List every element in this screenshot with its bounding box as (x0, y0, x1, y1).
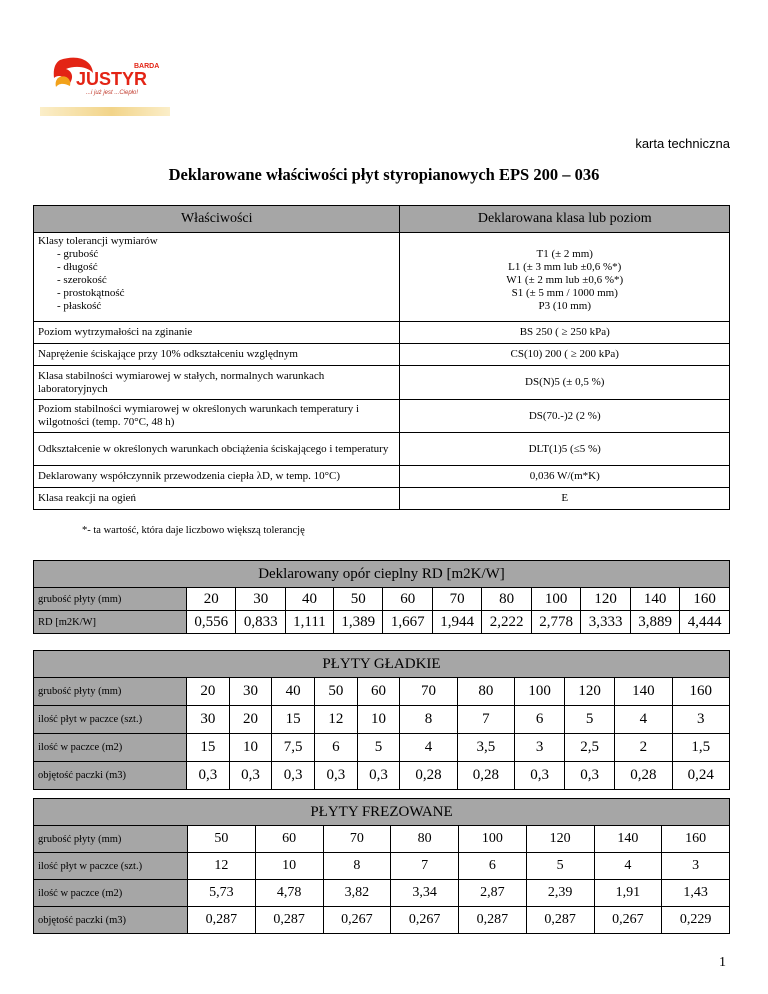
row-label: objętość paczki (m3) (34, 762, 187, 790)
table-cell: 3,333 (581, 611, 630, 634)
table-cell: 2,222 (482, 611, 531, 634)
property-name: Deklarowany współczynnik przewodzenia ciepła λD, w temp. 10°C) (34, 466, 400, 488)
table-row (34, 466, 730, 488)
tolerance-value: S1 (± 5 mm / 1000 mm) (511, 287, 618, 299)
table-row (34, 344, 730, 366)
table-row (34, 734, 730, 762)
table-cell: 5 (357, 734, 400, 762)
logo-brand-main: JUSTYR (76, 69, 148, 89)
col-header-declared-class: Deklarowana klasa lub poziom (400, 206, 730, 233)
table-cell: 140 (594, 826, 662, 853)
col-header-properties: Właściwości (34, 206, 400, 233)
table-cell: 2,778 (531, 611, 580, 634)
table-cell: 60 (357, 678, 400, 706)
table-row (34, 322, 730, 344)
table-cell: 6 (315, 734, 358, 762)
table-cell: 12 (188, 853, 256, 880)
table-row (34, 233, 730, 322)
table-cell: 20 (187, 588, 236, 611)
row-label: grubość płyty (mm) (34, 826, 188, 853)
tolerance-value: L1 (± 3 mm lub ±0,6 %*) (508, 261, 622, 273)
table-cell: 1,667 (383, 611, 432, 634)
table-row (34, 433, 730, 466)
table-cell: 80 (482, 588, 531, 611)
table-cell: 100 (459, 826, 527, 853)
property-name: Poziom stabilności wymiarowej w określonych warunkach temperatury i wilgotności (temp. 70°C, 48 h) (34, 400, 400, 433)
table-cell: 0,833 (236, 611, 285, 634)
smooth-boards-table (33, 650, 730, 790)
table-cell: 2,5 (565, 734, 615, 762)
table-cell: 7 (457, 706, 514, 734)
table-cell: 1,111 (285, 611, 333, 634)
table-row (34, 488, 730, 510)
property-name: Naprężenie ściskające przy 10% odkształceniu względnym (34, 344, 400, 366)
table-cell: 10 (255, 853, 323, 880)
property-value: CS(10) 200 ( ≥ 200 kPa) (400, 344, 730, 366)
property-name: Klasa reakcji na ogień (34, 488, 400, 510)
table-cell: 1,389 (333, 611, 382, 634)
table-cell: 30 (229, 678, 272, 706)
table-cell: 70 (323, 826, 391, 853)
table-cell: 160 (672, 678, 729, 706)
table-cell: 1,944 (432, 611, 481, 634)
table-cell: 50 (188, 826, 256, 853)
table-cell: 0,556 (187, 611, 236, 634)
page-title: Deklarowane właściwości płyt styropianowych EPS 200 – 036 (168, 165, 600, 184)
table-row (34, 762, 730, 790)
table-cell: 15 (272, 706, 315, 734)
table-cell: 0,229 (662, 907, 730, 934)
row-label: objętość paczki (m3) (34, 907, 188, 934)
property-value: DS(N)5 (± 0,5 %) (400, 366, 730, 400)
table-cell: 50 (333, 588, 382, 611)
table-cell: 140 (615, 678, 672, 706)
table-cell: 70 (432, 588, 481, 611)
table-cell: 70 (400, 678, 457, 706)
logo-brand-top: BARDA (134, 63, 160, 70)
table-cell: 7 (391, 853, 459, 880)
table-cell: 0,287 (188, 907, 256, 934)
table-row (34, 400, 730, 433)
table-cell: 80 (457, 678, 514, 706)
table-cell: 4 (594, 853, 662, 880)
table-cell: 4,444 (680, 611, 730, 634)
table-cell: 0,287 (526, 907, 594, 934)
table-cell: 0,28 (615, 762, 672, 790)
table-cell: 10 (357, 706, 400, 734)
table-cell: 2,39 (526, 880, 594, 907)
tolerance-value: W1 (± 2 mm lub ±0,6 %*) (506, 274, 624, 286)
table-cell: 1,43 (662, 880, 730, 907)
resistance-title-row (34, 561, 730, 588)
milled-title-row (34, 799, 730, 826)
table-cell: 1,5 (672, 734, 729, 762)
table-cell: 15 (187, 734, 230, 762)
table-cell: 80 (391, 826, 459, 853)
table-row (34, 366, 730, 400)
table-cell: 0,3 (515, 762, 565, 790)
table-cell: 3,82 (323, 880, 391, 907)
table-row (34, 853, 730, 880)
tolerance-value: P3 (10 mm) (538, 300, 592, 312)
doc-type-label: karta techniczna (635, 136, 730, 151)
table-row (34, 588, 730, 611)
table-cell: 0,267 (391, 907, 459, 934)
table-cell: 100 (515, 678, 565, 706)
row-label: grubość płyty (mm) (34, 678, 187, 706)
table-cell: 40 (285, 588, 333, 611)
table-cell: 20 (229, 706, 272, 734)
table-cell: 3,34 (391, 880, 459, 907)
table-cell: 0,3 (315, 762, 358, 790)
table-cell: 50 (315, 678, 358, 706)
table-cell: 3 (672, 706, 729, 734)
table-row (34, 826, 730, 853)
table-cell: 160 (680, 588, 730, 611)
row-label: RD [m2K/W] (34, 611, 187, 634)
table-cell: 30 (236, 588, 285, 611)
table-cell: 100 (531, 588, 580, 611)
table-cell: 0,28 (457, 762, 514, 790)
properties-header-row (34, 206, 730, 233)
table-cell: 12 (315, 706, 358, 734)
milled-boards-table (33, 798, 730, 934)
table-cell: 2 (615, 734, 672, 762)
row-label: grubość płyty (mm) (34, 588, 187, 611)
table-row (34, 678, 730, 706)
smooth-title: PŁYTY GŁADKIE (34, 651, 730, 678)
property-value: DLT(1)5 (≤5 %) (400, 433, 730, 466)
milled-title: PŁYTY FREZOWANE (34, 799, 730, 826)
tolerance-values-cell (400, 233, 730, 322)
table-row (34, 907, 730, 934)
property-name: Odkształcenie w określonych warunkach obciążenia ściskającego i temperatury (34, 433, 400, 466)
property-value: E (400, 488, 730, 510)
table-cell: 0,267 (323, 907, 391, 934)
table-cell: 0,3 (272, 762, 315, 790)
table-cell: 4 (400, 734, 457, 762)
company-logo (52, 56, 162, 98)
table-cell: 3,889 (630, 611, 679, 634)
row-label: ilość płyt w paczce (szt.) (34, 853, 188, 880)
table-cell: 0,24 (672, 762, 729, 790)
table-cell: 0,287 (255, 907, 323, 934)
row-label: ilość w paczce (m2) (34, 734, 187, 762)
header-decor-bar (40, 107, 170, 116)
tolerance-item: - szerokość (57, 274, 107, 286)
table-cell: 3,5 (457, 734, 514, 762)
table-cell: 140 (630, 588, 679, 611)
property-name: Klasa stabilności wymiarowej w stałych, normalnych warunkach laboratoryjnych (34, 366, 400, 400)
table-cell: 2,87 (459, 880, 527, 907)
property-value: 0,036 W/(m*K) (400, 466, 730, 488)
table-cell: 8 (323, 853, 391, 880)
property-name: Poziom wytrzymałości na zginanie (34, 322, 400, 344)
table-cell: 3 (515, 734, 565, 762)
table-row (34, 706, 730, 734)
property-value: DS(70.-)2 (2 %) (400, 400, 730, 433)
table-cell: 160 (662, 826, 730, 853)
table-cell: 120 (565, 678, 615, 706)
table-cell: 0,3 (229, 762, 272, 790)
table-cell: 60 (255, 826, 323, 853)
table-cell: 4,78 (255, 880, 323, 907)
table-cell: 30 (187, 706, 230, 734)
table-cell: 120 (526, 826, 594, 853)
table-cell: 0,287 (459, 907, 527, 934)
table-cell: 8 (400, 706, 457, 734)
smooth-title-row (34, 651, 730, 678)
tolerance-item: - grubość (57, 248, 99, 260)
tolerance-label: Klasy tolerancji wymiarów (38, 235, 158, 247)
thermal-resistance-table (33, 560, 730, 634)
properties-table (33, 205, 730, 510)
table-cell: 6 (515, 706, 565, 734)
tolerance-footnote: *- ta wartość, która daje liczbowo większą tolerancję (82, 525, 305, 536)
table-cell: 20 (187, 678, 230, 706)
table-cell: 60 (383, 588, 432, 611)
table-cell: 0,267 (594, 907, 662, 934)
table-cell: 40 (272, 678, 315, 706)
resistance-title: Deklarowany opór cieplny RD [m2K/W] (34, 561, 730, 588)
table-cell: 0,3 (187, 762, 230, 790)
page-number: 1 (719, 955, 726, 970)
tolerance-item: - prostokątność (57, 287, 125, 299)
row-label: ilość w paczce (m2) (34, 880, 188, 907)
table-cell: 0,28 (400, 762, 457, 790)
logo-tagline: ...i już jest ...Ciepło! (86, 90, 139, 96)
table-cell: 1,91 (594, 880, 662, 907)
table-row (34, 611, 730, 634)
table-cell: 120 (581, 588, 630, 611)
row-label: ilość płyt w paczce (szt.) (34, 706, 187, 734)
table-cell: 3 (662, 853, 730, 880)
table-cell: 5 (565, 706, 615, 734)
table-cell: 10 (229, 734, 272, 762)
table-cell: 4 (615, 706, 672, 734)
table-cell: 5,73 (188, 880, 256, 907)
tolerance-value: T1 (± 2 mm) (536, 248, 593, 260)
table-cell: 7,5 (272, 734, 315, 762)
table-cell: 6 (459, 853, 527, 880)
property-value: BS 250 ( ≥ 250 kPa) (400, 322, 730, 344)
table-cell: 5 (526, 853, 594, 880)
table-cell: 0,3 (357, 762, 400, 790)
tolerance-item: - długość (57, 261, 98, 273)
table-cell: 0,3 (565, 762, 615, 790)
tolerance-item: - płaskość (57, 300, 102, 312)
table-row (34, 880, 730, 907)
tolerance-cell (34, 233, 400, 322)
